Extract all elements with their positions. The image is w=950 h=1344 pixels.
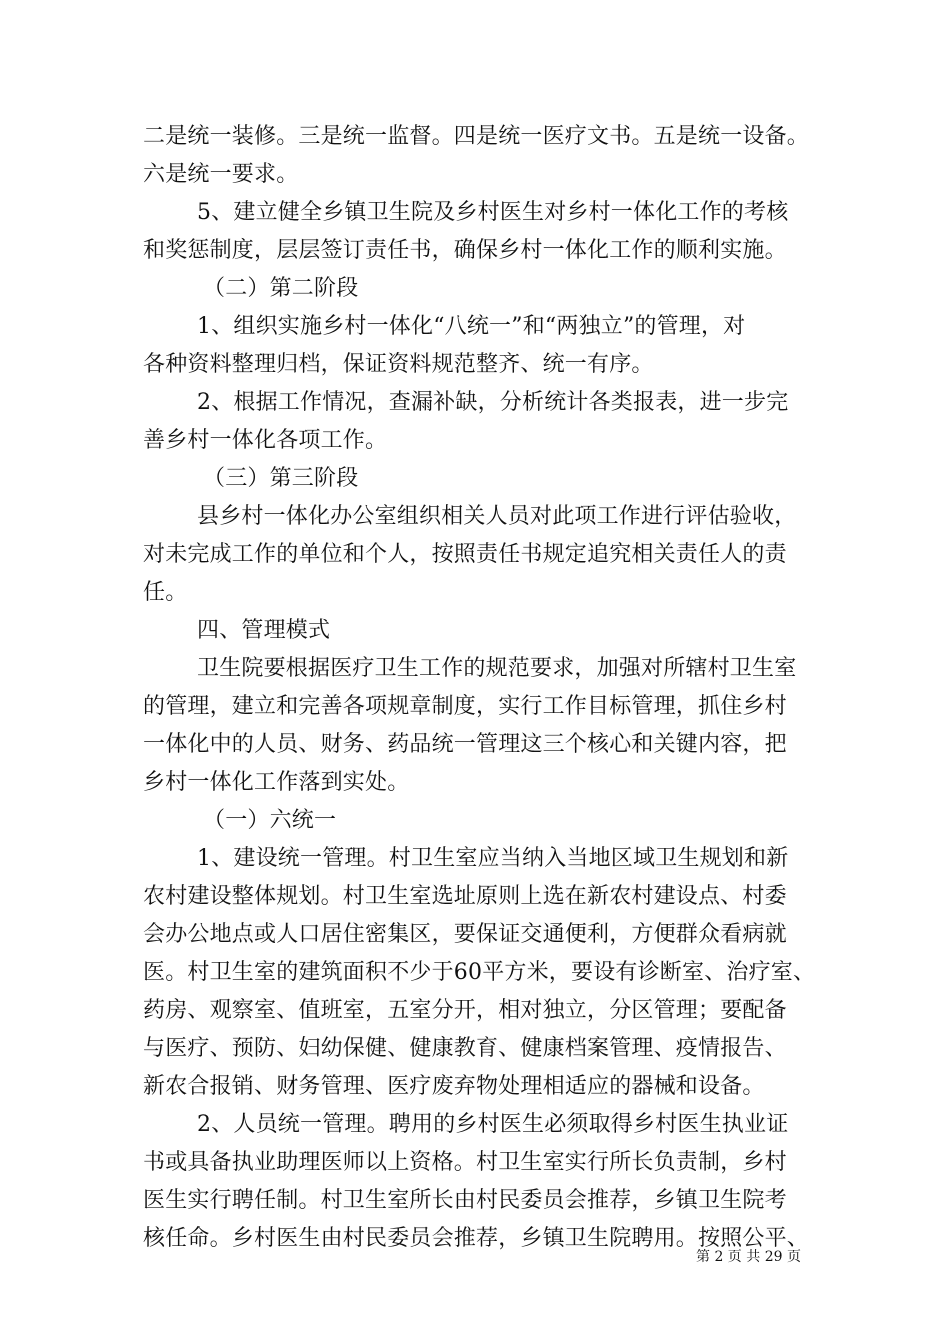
section-heading: （二）第二阶段 xyxy=(203,276,359,301)
text-line: 善乡村一体化各项工作。 xyxy=(143,428,388,453)
section-heading: （一）六统一 xyxy=(203,808,337,833)
text-line: 对未完成工作的单位和个人，按照责任书规定追究相关责任人的责 xyxy=(143,542,787,567)
text-line: 医生实行聘任制。村卫生室所长由村民委员会推荐，乡镇卫生院考 xyxy=(143,1188,787,1213)
text-line: 5、建立健全乡镇卫生院及乡村医生对乡村一体化工作的考核 xyxy=(197,200,789,225)
text-line: 二是统一装修。三是统一监督。四是统一医疗文书。五是统一设备。 xyxy=(143,124,810,149)
text-line: 书或具备执业助理医师以上资格。村卫生室实行所长负责制，乡村 xyxy=(143,1150,787,1175)
text-line: 卫生院要根据医疗卫生工作的规范要求，加强对所辖村卫生室 xyxy=(197,656,797,681)
text-line: 的管理，建立和完善各项规章制度，实行工作目标管理，抓住乡村 xyxy=(143,694,787,719)
text-line: 任。 xyxy=(143,580,188,605)
section-heading: （三）第三阶段 xyxy=(203,466,359,491)
section-heading: 四、管理模式 xyxy=(197,618,331,643)
text-line: 医。村卫生室的建筑面积不少于60平方米，要设有诊断室、治疗室、 xyxy=(143,960,816,985)
text-line: 1、建设统一管理。村卫生室应当纳入当地区域卫生规划和新 xyxy=(197,846,789,871)
text-line: 一体化中的人员、财务、药品统一管理这三个核心和关键内容，把 xyxy=(143,732,787,757)
text-line: 1、组织实施乡村一体化“八统一”和“两独立”的管理，对 xyxy=(197,314,746,339)
text-line: 会办公地点或人口居住密集区，要保证交通便利，方便群众看病就 xyxy=(143,922,787,947)
text-line: 县乡村一体化办公室组织相关人员对此项工作进行评估验收， xyxy=(197,504,797,529)
text-line: 各种资料整理归档，保证资料规范整齐、统一有序。 xyxy=(143,352,654,377)
text-line: 和奖惩制度，层层签订责任书，确保乡村一体化工作的顺利实施。 xyxy=(143,238,787,263)
page-number: 第 2 页 共 29 页 xyxy=(696,1249,801,1265)
text-line: 乡村一体化工作落到实处。 xyxy=(143,770,410,795)
text-line: 核任命。乡村医生由村民委员会推荐，乡镇卫生院聘用。按照公平、 xyxy=(143,1226,810,1251)
text-line: 新农合报销、财务管理、医疗废弃物处理相适应的器械和设备。 xyxy=(143,1074,765,1099)
text-line: 2、根据工作情况，查漏补缺，分析统计各类报表，进一步完 xyxy=(197,390,789,415)
text-line: 药房、观察室、值班室，五室分开，相对独立，分区管理；要配备 xyxy=(143,998,787,1023)
text-line: 六是统一要求。 xyxy=(143,162,299,187)
text-line: 农村建设整体规划。村卫生室选址原则上选在新农村建设点、村委 xyxy=(143,884,787,909)
text-line: 与医疗、预防、妇幼保健、健康教育、健康档案管理、疫情报告、 xyxy=(143,1036,787,1061)
text-line: 2、人员统一管理。聘用的乡村医生必须取得乡村医生执业证 xyxy=(197,1112,789,1137)
